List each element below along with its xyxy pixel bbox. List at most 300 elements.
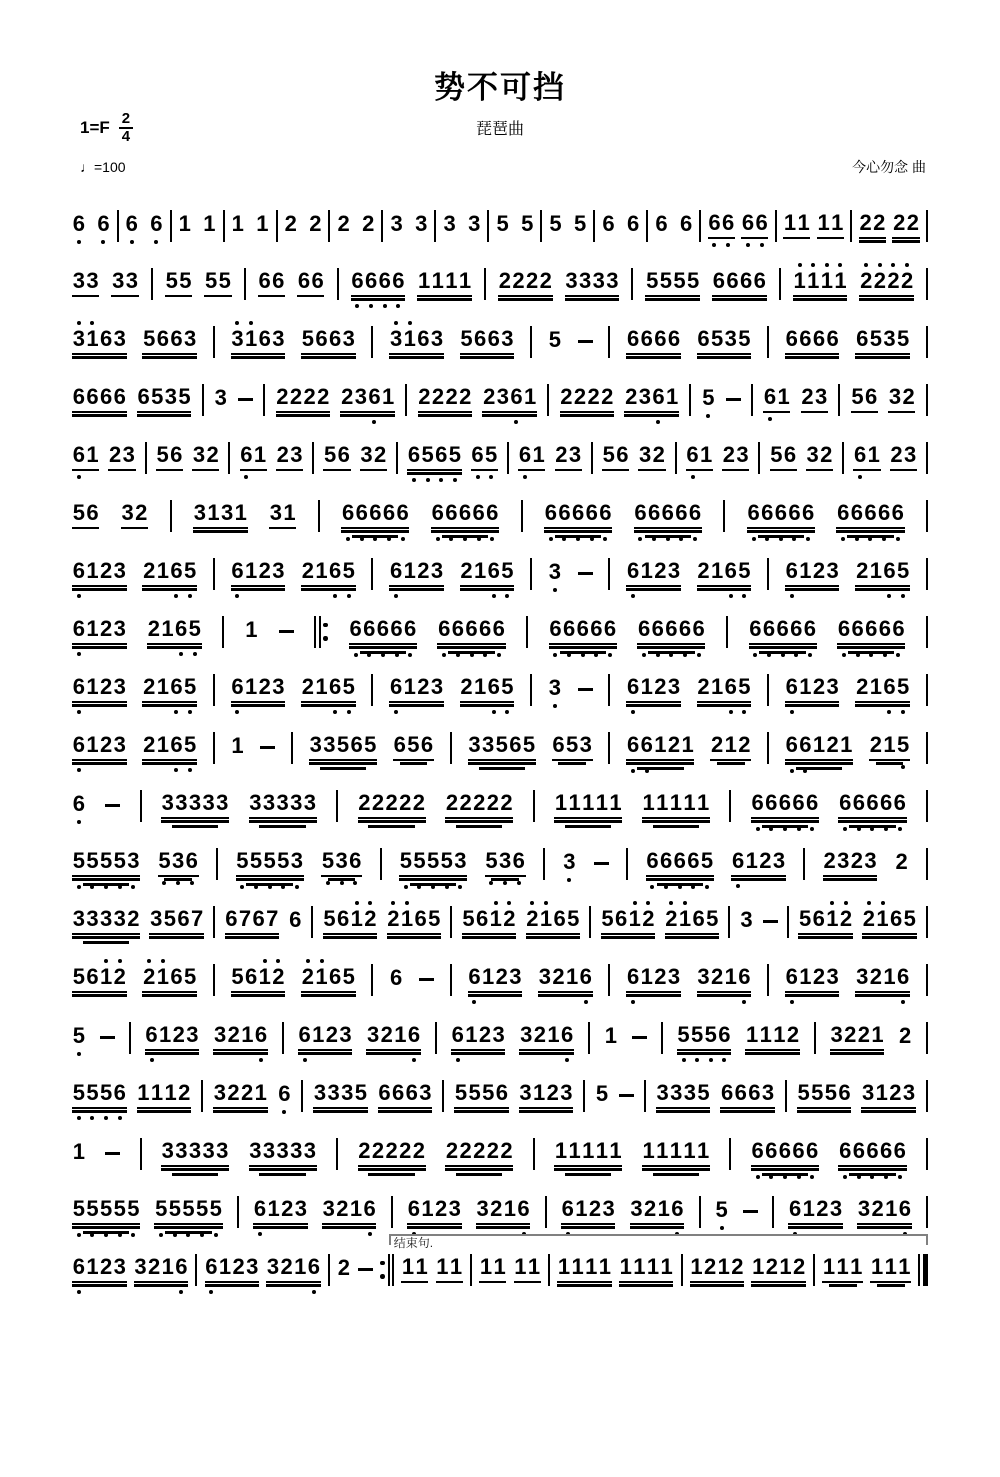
- note-digit: 3: [113, 906, 126, 931]
- note-digit: 2: [654, 558, 667, 583]
- note-digit: 6: [393, 732, 406, 757]
- barline: [926, 964, 928, 996]
- note-digit: 1: [840, 732, 853, 757]
- note-digit: 5: [218, 268, 231, 293]
- note-digit: 3: [883, 326, 896, 351]
- note-digit: 2: [697, 674, 710, 699]
- note-digit: 2: [902, 384, 915, 409]
- note-digit: 2: [587, 384, 600, 409]
- barline: [842, 442, 844, 474]
- note-group: [72, 676, 127, 703]
- barline: [814, 1022, 816, 1054]
- note-digit: 5: [811, 1080, 824, 1105]
- note-group: [349, 618, 417, 645]
- note-digit: 5: [323, 906, 336, 931]
- note-group: [712, 270, 767, 297]
- note-digit: 2: [869, 964, 882, 989]
- note-digit: 1: [244, 326, 258, 351]
- note-digit: 2: [143, 558, 156, 583]
- note-digit: 2: [500, 790, 513, 815]
- note-group: [134, 1256, 189, 1283]
- note-digit: 3: [360, 442, 373, 467]
- note-group: [822, 1256, 863, 1283]
- note-group: [740, 909, 754, 934]
- note-digit: 3: [342, 326, 355, 351]
- note-digit: 6: [170, 442, 183, 467]
- note-digit: 3: [231, 326, 244, 351]
- note-digit: 5: [165, 268, 178, 293]
- note-digit: 1: [690, 1254, 703, 1279]
- note-digit: 6: [748, 1080, 761, 1105]
- note-digit: 5: [495, 732, 508, 757]
- note-space: [245, 213, 256, 235]
- note-digit: 6: [417, 326, 430, 351]
- note-digit: 2: [654, 964, 667, 989]
- note-group: [870, 1256, 911, 1283]
- note-group: [697, 966, 752, 993]
- barline-stroke-thick: [923, 1254, 928, 1286]
- note-digit: 5: [127, 1196, 140, 1221]
- barline: [213, 674, 215, 706]
- note-digit: 1: [812, 732, 826, 757]
- note-digit: 1: [315, 674, 328, 699]
- inner-beam-line: [360, 651, 406, 654]
- note-digit: 2: [869, 732, 882, 757]
- note-digit: 2: [786, 1022, 800, 1047]
- note-digit: 3: [430, 558, 444, 583]
- note-digit: 6: [86, 500, 99, 525]
- note-group: [301, 676, 356, 703]
- note-digit: 6: [435, 442, 448, 467]
- note-digit: 2: [459, 384, 472, 409]
- note-group: [798, 908, 853, 935]
- barline: [767, 964, 769, 996]
- note-digit: 1: [711, 558, 724, 583]
- barline: [530, 674, 532, 706]
- note-digit: 1: [820, 268, 833, 293]
- note-digit: 3: [309, 732, 322, 757]
- note-digit: 6: [99, 326, 113, 351]
- note-digit: 2: [460, 558, 473, 583]
- note-group: [301, 966, 356, 993]
- note-digit: 2: [486, 1138, 499, 1163]
- note-digit: 5: [231, 964, 244, 989]
- note-group: [445, 792, 513, 819]
- note-group: [278, 1083, 292, 1108]
- note-digit: 6: [407, 1022, 421, 1047]
- note-digit: 6: [763, 384, 777, 409]
- note-digit: 1: [799, 558, 812, 583]
- score-body: [72, 197, 928, 1299]
- note-group: [309, 734, 377, 761]
- note-group: [245, 619, 259, 644]
- barline: [608, 674, 610, 706]
- note-digit: 1: [86, 442, 99, 467]
- note-group: [231, 735, 245, 760]
- note-digit: 6: [170, 964, 183, 989]
- barline: [213, 964, 215, 996]
- note-digit: 2: [341, 384, 354, 409]
- note-group: [855, 560, 910, 587]
- note-group: [72, 1082, 127, 1109]
- note-digit: 5: [277, 848, 290, 873]
- note-digit: 6: [355, 500, 368, 525]
- barline: [151, 268, 153, 300]
- composer-credit: 今心勿念 曲: [852, 158, 926, 175]
- note-digit: 2: [380, 1022, 393, 1047]
- note-group: [823, 850, 878, 877]
- note-digit: 1: [656, 790, 669, 815]
- barline: [450, 732, 452, 764]
- note-group: [454, 1082, 509, 1109]
- note-digit: 6: [378, 268, 391, 293]
- note-digit: 1: [514, 1254, 527, 1279]
- inner-beam-line: [565, 1173, 611, 1176]
- note-group: [637, 618, 705, 645]
- note-group: [72, 1025, 86, 1050]
- note-digit: 5: [595, 1081, 609, 1106]
- note-digit: 3: [290, 790, 303, 815]
- note-group: [142, 676, 197, 703]
- note-digit: 5: [697, 1080, 710, 1105]
- note-group: [213, 1082, 268, 1109]
- key-time-signature: [72, 111, 476, 145]
- note-digit: 1: [465, 1022, 478, 1047]
- note-group: [561, 1198, 616, 1225]
- note-digit: 6: [576, 616, 589, 641]
- note-group: [888, 386, 915, 413]
- note-digit: 6: [297, 268, 311, 293]
- note-digit: 6: [396, 500, 409, 525]
- note-group: [390, 213, 428, 238]
- note-digit: 2: [895, 849, 908, 874]
- note-digit: 1: [640, 964, 653, 989]
- note-digit: 6: [661, 500, 674, 525]
- note-digit: 6: [838, 1080, 851, 1105]
- note-group: [253, 1198, 308, 1225]
- barline: [926, 210, 928, 242]
- barline: [588, 1022, 590, 1054]
- note-digit: 2: [899, 1023, 912, 1048]
- note-digit: 3: [888, 384, 902, 409]
- barline: [301, 1080, 303, 1112]
- note-digit: 2: [711, 732, 724, 757]
- dash-hold: [279, 630, 294, 634]
- barline: [728, 906, 730, 938]
- note-group: [601, 908, 656, 935]
- barline: [543, 848, 545, 880]
- note-digit: 2: [362, 211, 375, 236]
- note-group: [656, 1082, 711, 1109]
- note-group: [231, 213, 269, 238]
- note-digit: 6: [776, 616, 789, 641]
- note-digit: 5: [155, 1196, 168, 1221]
- note-digit: 6: [495, 1080, 508, 1105]
- barline: [371, 964, 373, 996]
- note-digit: 6: [337, 906, 350, 931]
- note-digit: 2: [172, 1022, 185, 1047]
- note-group: [231, 328, 286, 355]
- barline: [751, 384, 753, 416]
- note-digit: 1: [883, 964, 896, 989]
- note-group: [72, 1256, 127, 1283]
- note-digit: 5: [824, 1080, 837, 1105]
- note-digit: 3: [113, 326, 126, 351]
- barline: [391, 1196, 393, 1228]
- note-digit: 1: [799, 964, 812, 989]
- note-digit: 1: [683, 790, 696, 815]
- note-digit: 2: [588, 1196, 602, 1221]
- barline: [170, 500, 172, 532]
- note-digit: 6: [72, 791, 85, 816]
- note-digit: 1: [421, 1196, 434, 1221]
- inner-beam-line: [653, 1173, 699, 1176]
- barline: [442, 1080, 444, 1112]
- note-group: [751, 792, 819, 819]
- note-digit: 3: [443, 211, 456, 236]
- note-digit: 6: [864, 500, 877, 525]
- note-digit: 2: [325, 1022, 338, 1047]
- note-group: [838, 792, 906, 819]
- note-digit: 6: [891, 500, 904, 525]
- note-digit: 2: [816, 1196, 829, 1221]
- note-digit: 5: [86, 1196, 99, 1221]
- note-digit: 1: [539, 906, 553, 931]
- note-digit: 3: [341, 1080, 354, 1105]
- note-digit: 2: [826, 732, 839, 757]
- note-digit: 6: [761, 500, 774, 525]
- note-digit: 3: [127, 848, 140, 873]
- note-group: [72, 560, 127, 587]
- note-group: [460, 676, 515, 703]
- note-group: [366, 1024, 421, 1051]
- note-digit: 6: [724, 674, 737, 699]
- note-group: [785, 676, 840, 703]
- inner-beam-line: [83, 1231, 129, 1234]
- note-group: [869, 734, 910, 761]
- note-digit: 5: [677, 1022, 690, 1047]
- note-digit: 6: [150, 211, 163, 236]
- note-digit: 2: [337, 1255, 350, 1280]
- barline: [435, 1022, 437, 1054]
- note-group: [451, 1024, 506, 1051]
- note-digit: 3: [638, 384, 651, 409]
- note-group: [142, 734, 197, 761]
- note-digit: 2: [459, 1138, 472, 1163]
- note-digit: 3: [113, 558, 126, 583]
- note-digit: 1: [178, 211, 191, 236]
- note-group: [258, 270, 285, 297]
- note-digit: 3: [125, 268, 138, 293]
- score-line: [72, 313, 928, 371]
- note-digit: 6: [431, 500, 444, 525]
- note-digit: 1: [244, 674, 258, 699]
- note-group: [445, 1140, 513, 1167]
- note-digit: 2: [665, 906, 678, 931]
- note-group: [595, 1083, 609, 1108]
- note-group: [830, 1024, 885, 1051]
- note-group: [269, 502, 296, 529]
- note-digit: 2: [143, 964, 156, 989]
- note-digit: 2: [301, 964, 314, 989]
- note-digit: 3: [656, 1080, 669, 1105]
- barline: [779, 268, 781, 300]
- note-digit: 6: [272, 268, 285, 293]
- note-digit: 6: [351, 268, 364, 293]
- note-digit: 1: [646, 1254, 660, 1279]
- note-group: [554, 792, 622, 819]
- note-group: [788, 1198, 843, 1225]
- note-digit: 3: [113, 1254, 126, 1279]
- note-digit: 2: [143, 732, 156, 757]
- barline: [117, 210, 119, 242]
- note-group: [702, 387, 716, 412]
- note-digit: 3: [175, 790, 188, 815]
- note-digit: 3: [538, 964, 551, 989]
- note-group: [225, 908, 280, 935]
- barline: [838, 384, 840, 416]
- note-digit: 6: [390, 616, 403, 641]
- note-digit: 2: [539, 268, 552, 293]
- note-group: [626, 676, 681, 703]
- note-group: [642, 792, 710, 819]
- note-digit: 1: [683, 1138, 696, 1163]
- note-digit: 3: [837, 848, 850, 873]
- barline: [608, 964, 610, 996]
- note-digit: 6: [311, 268, 324, 293]
- note-group: [855, 676, 910, 703]
- barline: [593, 210, 595, 242]
- note-digit: 5: [462, 906, 475, 931]
- note-group: [626, 734, 694, 761]
- note-digit: 1: [431, 268, 444, 293]
- note-digit: 6: [627, 732, 640, 757]
- note-group: [192, 444, 219, 471]
- note-group: [890, 444, 917, 471]
- note-digit: 3: [183, 326, 197, 351]
- inner-beam-line: [796, 767, 842, 770]
- note-digit: 6: [751, 1138, 764, 1163]
- note-digit: 6: [788, 500, 801, 525]
- note-digit: 2: [227, 1022, 240, 1047]
- note-digit: 5: [485, 442, 498, 467]
- note-group: [554, 1140, 622, 1167]
- note-digit: 6: [170, 558, 183, 583]
- note-group: [518, 444, 545, 471]
- barline: [767, 732, 769, 764]
- note-group: [266, 1256, 321, 1283]
- score-line: [72, 487, 928, 545]
- note-digit: 2: [147, 616, 160, 641]
- note-group: [476, 1198, 531, 1225]
- note-digit: 1: [568, 790, 581, 815]
- note-digit: 5: [72, 1196, 85, 1221]
- note-digit: 1: [161, 1254, 174, 1279]
- inner-beam-line: [829, 1284, 857, 1287]
- note-group: [783, 212, 810, 239]
- note-digit: 1: [836, 1254, 849, 1279]
- note-digit: 1: [207, 500, 220, 525]
- note-digit: 6: [792, 790, 805, 815]
- inner-beam-line: [442, 535, 488, 538]
- note-digit: 1: [554, 1138, 568, 1163]
- note-group: [626, 560, 681, 587]
- barline: [689, 384, 691, 416]
- note-digit: 1: [150, 1080, 164, 1105]
- note-group: [72, 618, 127, 645]
- note-digit: 1: [752, 1254, 765, 1279]
- note-digit: 1: [850, 1254, 863, 1279]
- note-digit: 1: [481, 964, 495, 989]
- note-digit: 5: [440, 848, 453, 873]
- note-digit: 6: [474, 326, 487, 351]
- note-digit: 2: [483, 384, 496, 409]
- note-digit: 2: [412, 1138, 426, 1163]
- note-digit: 5: [342, 558, 355, 583]
- barline: [803, 848, 805, 880]
- note-digit: 6: [231, 674, 244, 699]
- note-digit: 5: [715, 1197, 728, 1222]
- note-digit: 3: [520, 1022, 533, 1047]
- note-digit: 2: [258, 674, 271, 699]
- note-digit: 3: [72, 906, 85, 931]
- note-digit: 6: [329, 964, 342, 989]
- note-space: [86, 213, 97, 235]
- note-digit: 2: [445, 384, 458, 409]
- note-digit: 6: [363, 1196, 376, 1221]
- note-digit: 2: [371, 1138, 385, 1163]
- note-group: [161, 1140, 229, 1167]
- barline: [487, 210, 489, 242]
- note-digit: 1: [86, 326, 99, 351]
- note-digit: 6: [487, 558, 500, 583]
- note-digit: 6: [640, 326, 653, 351]
- inner-beam-line: [645, 535, 691, 538]
- note-digit: 2: [560, 384, 573, 409]
- note-digit: 2: [206, 442, 219, 467]
- barline: [726, 616, 728, 648]
- note-digit: 3: [367, 1022, 380, 1047]
- note-digit: 1: [595, 1138, 609, 1163]
- note-digit: 6: [692, 616, 705, 641]
- note-digit: 3: [806, 442, 819, 467]
- note-group: [276, 444, 303, 471]
- dash-hold: [419, 978, 434, 982]
- note-digit: 5: [204, 268, 218, 293]
- barline: [699, 1196, 701, 1228]
- note-digit: 6: [390, 674, 403, 699]
- barline: [533, 790, 535, 822]
- note-digit: 5: [324, 442, 337, 467]
- note-digit: 1: [807, 268, 820, 293]
- note-group: [853, 444, 880, 471]
- barline: [213, 326, 215, 358]
- note-digit: 1: [678, 906, 692, 931]
- note-digit: 6: [476, 906, 489, 931]
- note-group: [626, 966, 681, 993]
- note-digit: 6: [407, 442, 421, 467]
- note-digit: 1: [72, 1139, 85, 1164]
- inner-beam-line: [849, 825, 895, 828]
- dash-hold: [619, 1094, 634, 1098]
- note-group: [351, 270, 406, 297]
- note-digit: 6: [599, 500, 612, 525]
- note-digit: 6: [492, 616, 505, 641]
- note-digit: 1: [869, 674, 882, 699]
- dash-hold: [632, 1036, 647, 1040]
- barline: [202, 384, 204, 416]
- dash-hold: [578, 688, 593, 692]
